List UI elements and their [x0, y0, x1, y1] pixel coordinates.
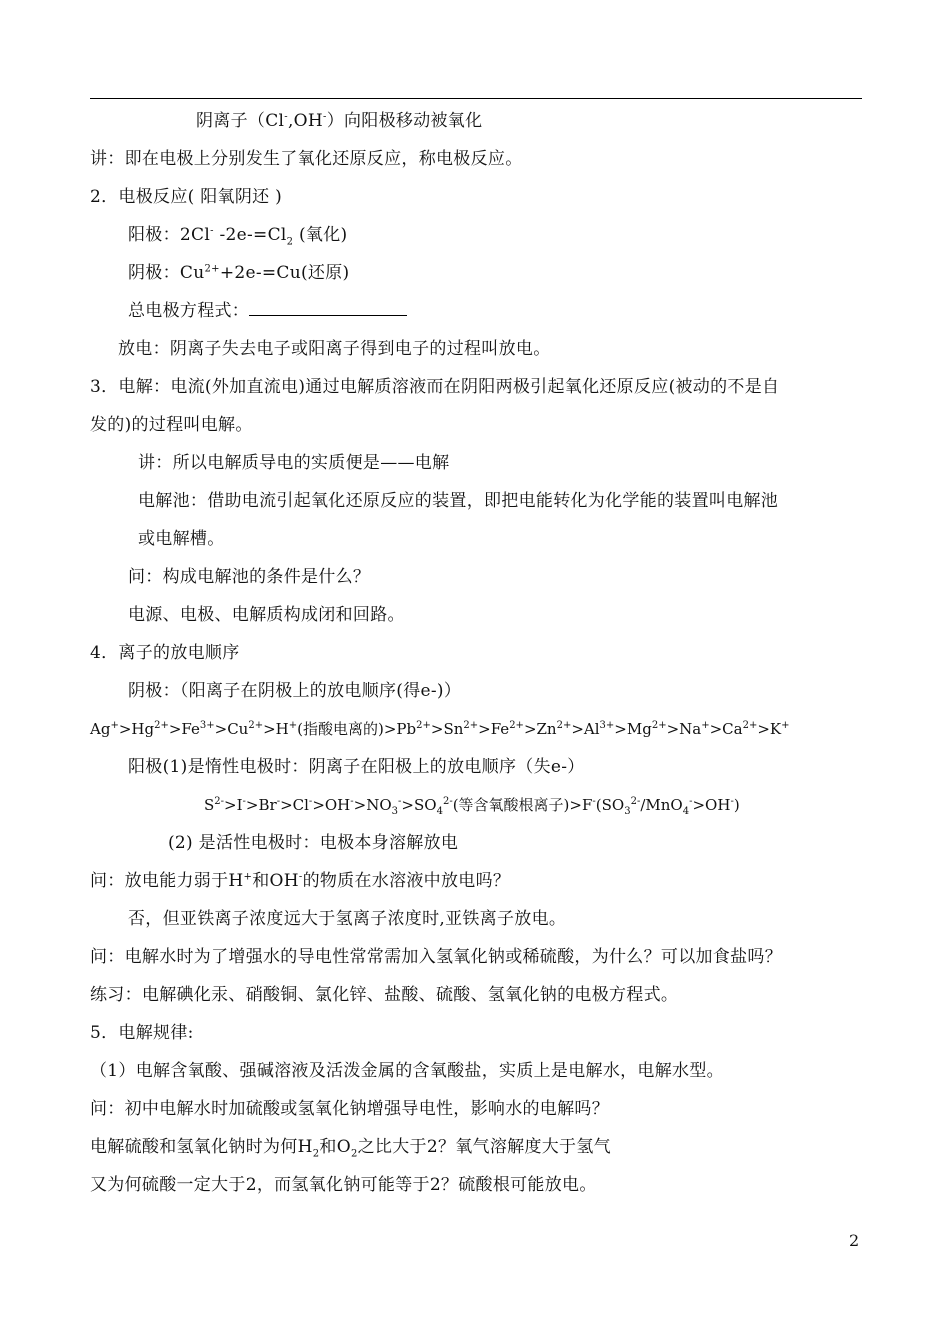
text-line: 问：构成电解池的条件是什么？ — [128, 567, 371, 587]
text-line: 放电：阴离子失去电子或阳离子得到电子的过程叫放电。 — [118, 339, 551, 359]
text-line: 阴离子（Cl-,OH-）向阳极移动被氧化 — [196, 111, 483, 131]
text-line: 阳极(1)是惰性电极时：阴离子在阳极上的放电顺序（失e-） — [128, 757, 585, 777]
cathode-equation: 阴极：$Cu^{2+}+2e-=Cu$(还原) — [128, 263, 350, 283]
text-line: 讲：所以电解质导电的实质便是——电解 — [138, 453, 450, 473]
text-line: 或电解槽。 — [138, 529, 225, 549]
text-line: 又为何硫酸一定大于2，而氢氧化钠可能等于2？硫酸根可能放电。 — [90, 1175, 597, 1195]
section-heading-4: 4．离子的放电顺序 — [90, 643, 240, 663]
text-line: 阴极：（阳离子在阴极上的放电顺序(得e-)） — [128, 681, 462, 701]
section-heading-3: 3．电解：电流(外加直流电)通过电解质溶液而在阴阳两极引起氧化还原反应(被动的不是自 — [90, 377, 780, 397]
total-equation: 总电极方程式： — [128, 300, 407, 322]
text-line: (2) 是活性电极时：电极本身溶解放电 — [168, 833, 459, 853]
question-line: 问：放电能力弱于H+和OH-的物质在水溶液中放电吗？ — [90, 871, 511, 891]
page-number: 2 — [849, 1231, 860, 1250]
text-line: 电解池：借助电流引起氧化还原反应的装置，即把电能转化为化学能的装置叫电解池 — [138, 491, 779, 511]
exercise-line: 练习：电解碘化汞、硝酸铜、氯化锌、盐酸、硫酸、氢氧化钠的电极方程式。 — [90, 985, 679, 1005]
text-line: 电源、电极、电解质构成闭和回路。 — [128, 605, 405, 625]
text-line: 电解硫酸和氢氧化钠时为何$H_2$和$O_2$之比大于2？氧气溶解度大于氢气 — [90, 1137, 611, 1160]
question-line: 问：初中电解水时加硫酸或氢氧化钠增强导电性，影响水的电解吗？ — [90, 1099, 609, 1119]
text-line: （1）电解含氧酸、强碱溶液及活泼金属的含氧酸盐，实质上是电解水，电解水型。 — [90, 1061, 724, 1081]
anode-equation: 阳极：2Cl- $-2e-=Cl_2$ (氧化) — [128, 225, 348, 248]
text-line: 发的)的过程叫电解。 — [90, 415, 253, 435]
section-heading-2: 2．电极反应( 阳氧阴还 ) — [90, 187, 283, 207]
text-line: 讲：即在电极上分别发生了氧化还原反应，称电极反应。 — [90, 149, 523, 169]
header-rule — [90, 98, 862, 99]
text-line: 否，但亚铁离子浓度远大于氢离子浓度时,亚铁离子放电。 — [128, 909, 567, 929]
answer-blank[interactable] — [249, 301, 407, 316]
anion-order: $S^{2-}>I^->Br^->Cl^->OH^->NO_3^->SO_4^{2-}$(等含氧酸根离子)$>F^-(SO_3^{2-}/MnO_4^->OH^-)$ — [204, 796, 740, 817]
section-heading-5: 5．电解规律: — [90, 1023, 194, 1043]
cation-order: $Ag^+>Hg^{2+}>Fe^{3+}>Cu^{2+}>H^+$(指酸电离的)$>Pb^{2+}>Sn^{2+}>Fe^{2+}>Zn^{2+}>Al^{3+}>Mg^{2+}>Na^+>Ca^{2+}>K^+$ — [90, 720, 790, 738]
question-line: 问：电解水时为了增强水的导电性常常需加入氢氧化钠或稀硫酸，为什么？可以加食盐吗？ — [90, 947, 782, 967]
